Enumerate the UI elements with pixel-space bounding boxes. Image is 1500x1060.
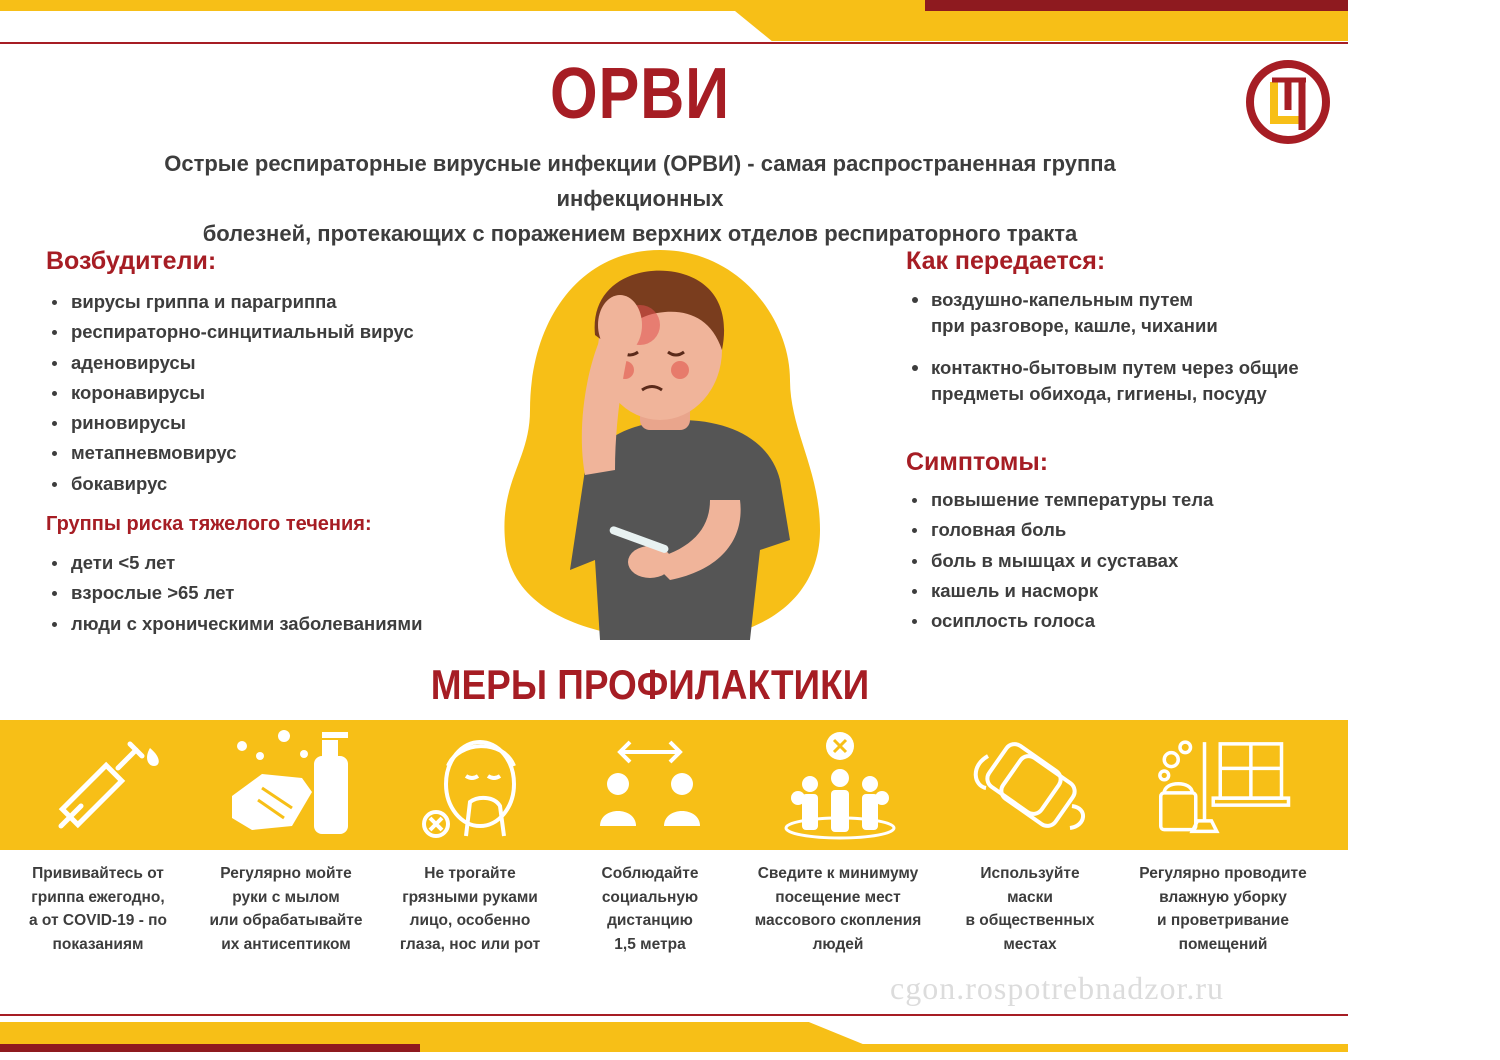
top-stripe-yellow-wedge (735, 11, 1348, 41)
caption-line: глаза, нос или рот (399, 935, 541, 953)
transmission-line-1: воздушно-капельным путем (931, 289, 1194, 310)
transmission-list (906, 287, 1299, 423)
list-item: осиплость голоса (906, 606, 1213, 636)
caption-line: влажную уборку (1159, 888, 1287, 906)
syringe-icon (36, 726, 176, 844)
face-mask-icon (960, 726, 1100, 844)
measure-caption-wash-hands (196, 862, 376, 956)
list-item: кашель и насморк (906, 576, 1213, 606)
rospotrebnadzor-logo (1244, 58, 1332, 146)
caption-line: Используйте (980, 865, 1080, 882)
list-item: вирусы гриппа и парагриппа (46, 287, 414, 317)
list-item: боль в мышцах и суставах (906, 546, 1213, 576)
list-item: риновирусы (46, 408, 414, 438)
measure-caption-masks (940, 862, 1120, 956)
prevention-heading: МЕРЫ ПРОФИЛАКТИКИ (430, 661, 870, 708)
transmission-heading: Как передается: (906, 247, 1106, 275)
measure-caption-no-touch (380, 862, 560, 956)
list-item: люди с хроническими заболеваниями (46, 609, 422, 639)
list-item: бокавирус (46, 469, 414, 499)
caption-line: руки с мылом (232, 888, 340, 906)
list-item: головная боль (906, 515, 1213, 545)
caption-line: их антисептиком (221, 935, 351, 953)
caption-line: маски (1007, 888, 1053, 906)
list-item: взрослые >65 лет (46, 578, 422, 608)
avoid-crowds-icon (770, 726, 910, 844)
list-item (906, 287, 1299, 339)
caption-line: 1,5 метра (614, 935, 686, 953)
bottom-stripe-yellow (0, 1022, 1348, 1044)
pathogens-heading: Возбудители: (46, 247, 217, 275)
symptoms-heading: Симптомы: (906, 448, 1049, 476)
caption-line: Регулярно мойте (220, 865, 352, 882)
caption-line: Регулярно проводите (1139, 865, 1307, 882)
measure-caption-vaccinate (8, 862, 188, 956)
top-thin-line (0, 42, 1348, 44)
list-item: респираторно-синцитиальный вирус (46, 317, 414, 347)
list-item: аденовирусы (46, 348, 414, 378)
pathogens-list (46, 287, 414, 499)
subtitle-line-1: Острые респираторные вирусные инфекции (ОРВИ) - самая распространенная группа инфекционных (164, 151, 1116, 211)
measure-caption-cleaning (1128, 862, 1318, 956)
bottom-thin-line (0, 1014, 1348, 1016)
sick-person-illustration (490, 240, 830, 650)
list-item: повышение температуры тела (906, 485, 1213, 515)
caption-line: Сведите к минимуму (757, 865, 919, 882)
page-subtitle (90, 146, 1190, 251)
measure-caption-crowds (748, 862, 928, 956)
list-item: дети <5 лет (46, 548, 422, 578)
social-distance-icon (580, 726, 720, 844)
list-item (906, 355, 1299, 407)
caption-line: Прививайтесь от (32, 865, 164, 882)
hand-washing-icon (222, 726, 362, 844)
caption-line: или обрабатывайте (209, 912, 363, 929)
caption-line: гриппа ежегодно, (31, 888, 165, 906)
transmission-line-2: при разговоре, кашле, чихании (931, 315, 1218, 336)
watermark: cgon.rospotrebnadzor.ru (890, 970, 1225, 1006)
transmission-line-1: контактно-бытовым путем через общие (931, 357, 1299, 378)
caption-line: в общественных (965, 912, 1095, 929)
caption-line: помещений (1178, 935, 1268, 953)
caption-line: а от COVID-19 - по (28, 912, 167, 929)
list-item: коронавирусы (46, 378, 414, 408)
caption-line: людей (812, 935, 864, 953)
caption-line: и проветривание (1157, 912, 1289, 929)
symptoms-list (906, 485, 1213, 636)
caption-line: лицо, особенно (409, 912, 531, 929)
caption-line: посещение мест (775, 888, 901, 906)
list-item: метапневмовирус (46, 438, 414, 468)
caption-line: Соблюдайте (601, 865, 699, 882)
bottom-stripe-yellow-right (420, 1044, 1348, 1052)
caption-line: показаниям (52, 935, 144, 953)
caption-line: грязными руками (402, 888, 538, 906)
risk-groups-heading: Группы риска тяжелого течения: (46, 513, 372, 535)
page-title: ОРВИ (549, 54, 731, 134)
caption-line: местах (1003, 935, 1057, 953)
subtitle-line-2: болезней, протекающих с поражением верхних отделов респираторного тракта (202, 221, 1078, 246)
bottom-stripe-red (0, 1044, 420, 1052)
risk-groups-list (46, 548, 422, 639)
cleaning-window-icon (1152, 726, 1292, 844)
caption-line: дистанцию (607, 912, 693, 929)
caption-line: Не трогайте (424, 865, 516, 882)
measure-caption-distance (560, 862, 740, 956)
no-face-touch-icon (408, 726, 548, 844)
transmission-line-2: предметы обихода, гигиены, посуду (931, 383, 1267, 404)
caption-line: социальную (601, 888, 699, 906)
caption-line: массового скопления (754, 912, 922, 929)
